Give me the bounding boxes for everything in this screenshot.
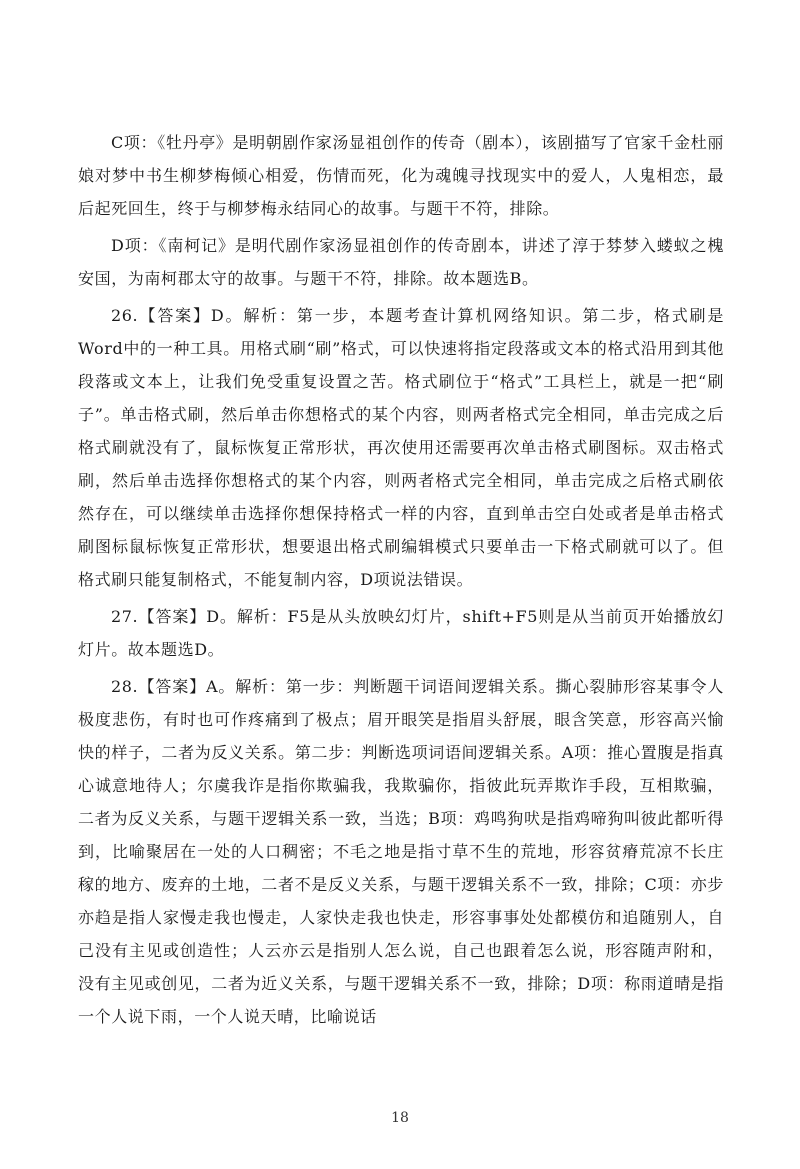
paragraph-question-28: 28.【答案】A。解析：第一步：判断题干词语间逻辑关系。撕心裂肺形容某事令人极度悲伤，有时也可作疼痛到了极点；眉开眼笑是指眉头舒展，眼含笑意，形容高兴愉快的样子，二者为反义关系。第二步：判断选项词语间逻辑关系。A项：推心置腹是指真心诚意地待人；尔虞我诈是指你欺骗我，我欺骗你，指彼此玩弄欺诈手段，互相欺骗，二者为反义关系，与题干逻辑关系一致，当选；B项：鸡鸣狗吠是指鸡啼狗叫彼此都听得到，比喻聚居在一处的人口稠密；不毛之地是指寸草不生的荒地，形容贫瘠荒凉不长庄稼的地方、废弃的土地，二者不是反义关系，与题干逻辑关系不一致，排除；C项：亦步亦趋是指人家慢走我也慢走，人家快走我也快走，形容事事处处都模仿和追随别人，自己没有主见或创造性；人云亦云是指别人怎么说，自己也跟着怎么说，形容随声附和，没有主见或创见，二者为近义关系，与题干逻辑关系不一致，排除；D项：称雨道晴是指一个人说下雨，一个人说天晴，比喻说话 (78, 677, 724, 1026)
page-number: 18 (391, 1110, 409, 1126)
paragraph-question-26: 26.【答案】D。解析：第一步，本题考查计算机网络知识。第二步，格式刷是Word中的一种工具。用格式刷“刷”格式，可以快速将指定段落或文本的格式沿用到其他段落或文本上，让我们免受重复设置之苦。格式刷位于“格式”工具栏上，就是一把“刷子”。单击格式刷，然后单击你想格式的某个内容，则两者格式完全相同，单击完成之后格式刷就没有了，鼠标恢复正常形状，再次使用还需要再次单击格式刷图标。双击格式刷，然后单击选择你想格式的某个内容，则两者格式完全相同，单击完成之后格式刷依然存在，可以继续单击选择你想保持格式一样的内容，直到单击空白处或者是单击格式刷图标鼠标恢复正常形状，想要退出格式刷编辑模式只要单击一下格式刷就可以了。但格式刷只能复制格式，不能复制内容，D项说法错误。 (78, 306, 724, 589)
paragraph-d-option: D项：《南柯记》是明代剧作家汤显祖创作的传奇剧本，讲述了淳于棼梦入蝼蚁之槐安国，为南柯郡太守的故事。与题干不符，排除。故本题选B。 (78, 236, 724, 288)
paragraph-c-option: C项：《牡丹亭》是明朝剧作家汤显祖创作的传奇（剧本），该剧描写了官家千金杜丽娘对梦中书生柳梦梅倾心相爱，伤情而死，化为魂魄寻找现实中的爱人，人鬼相恋，最后起死回生，终于与柳梦梅永结同心的故事。与题干不符，排除。 (78, 133, 724, 218)
paragraph-question-27: 27.【答案】D。解析：F5是从头放映幻灯片，shift+F5则是从当前页开始播放幻灯片。故本题选D。 (78, 607, 724, 659)
document-page (78, 126, 724, 1037)
